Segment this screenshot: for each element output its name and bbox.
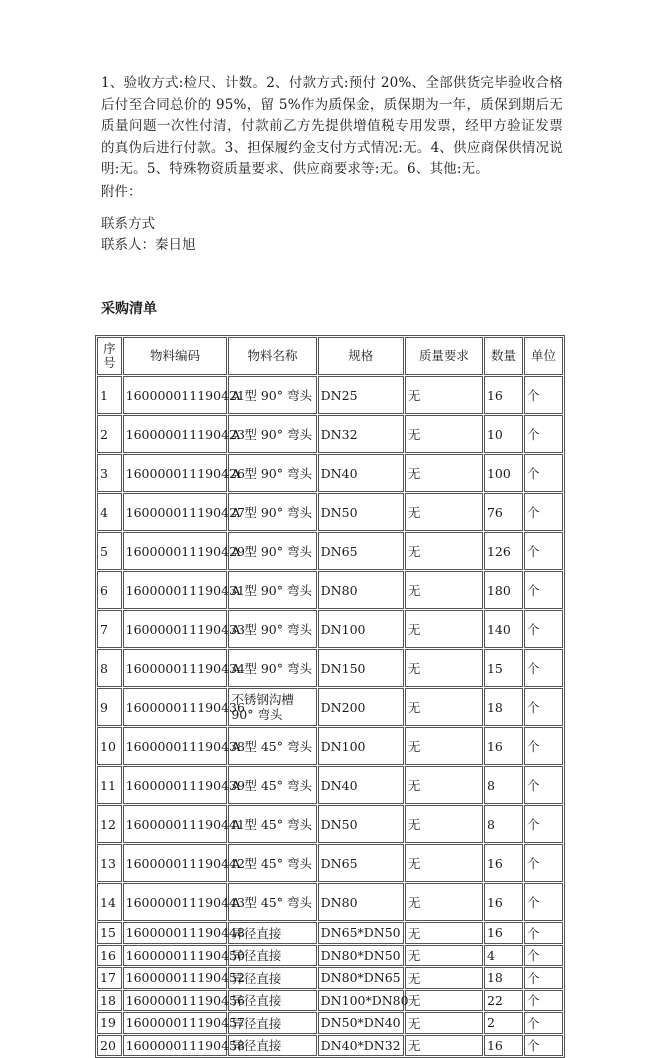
- cell-no: 14: [97, 883, 122, 921]
- table-row: [97, 688, 563, 726]
- cell-unit: 个: [524, 415, 563, 453]
- cell-unit: 个: [524, 945, 563, 967]
- cell-qty: 16: [484, 1035, 523, 1057]
- cell-quality: 无: [405, 688, 483, 726]
- cell-spec: DN80: [318, 883, 404, 921]
- table-header-row: [97, 337, 563, 375]
- cell-no: 18: [97, 990, 122, 1012]
- table-row: [97, 967, 563, 989]
- cell-name: A 型 90° 弯头: [228, 493, 316, 531]
- table-row: [97, 454, 563, 492]
- header-qty: 数量: [484, 337, 523, 375]
- cell-code: 160000011190439: [123, 766, 228, 804]
- cell-no: 20: [97, 1035, 122, 1057]
- cell-spec: DN80*DN50: [318, 945, 404, 967]
- cell-qty: 8: [484, 766, 523, 804]
- cell-quality: 无: [405, 532, 483, 570]
- procurement-table: [95, 335, 565, 1058]
- cell-quality: 无: [405, 945, 483, 967]
- header-spec: 规格: [318, 337, 404, 375]
- cell-no: 4: [97, 493, 122, 531]
- cell-no: 5: [97, 532, 122, 570]
- cell-quality: 无: [405, 454, 483, 492]
- cell-name: A 型 45° 弯头: [228, 766, 316, 804]
- cell-qty: 10: [484, 415, 523, 453]
- cell-no: 7: [97, 610, 122, 648]
- cell-spec: DN65*DN50: [318, 922, 404, 944]
- table-row: [97, 649, 563, 687]
- cell-no: 15: [97, 922, 122, 944]
- header-code: 物料编码: [123, 337, 228, 375]
- cell-quality: 无: [405, 649, 483, 687]
- cell-qty: 16: [484, 727, 523, 765]
- cell-quality: 无: [405, 883, 483, 921]
- cell-qty: 22: [484, 990, 523, 1012]
- header-unit: 单位: [524, 337, 563, 375]
- cell-quality: 无: [405, 571, 483, 609]
- cell-no: 17: [97, 967, 122, 989]
- cell-qty: 4: [484, 945, 523, 967]
- cell-quality: 无: [405, 766, 483, 804]
- cell-spec: DN50: [318, 493, 404, 531]
- cell-code: 160000011190450: [123, 945, 228, 967]
- cell-spec: DN50: [318, 805, 404, 843]
- cell-unit: 个: [524, 649, 563, 687]
- cell-unit: 个: [524, 805, 563, 843]
- cell-qty: 140: [484, 610, 523, 648]
- cell-code: 160000011190431: [123, 571, 228, 609]
- cell-unit: 个: [524, 688, 563, 726]
- cell-name: A 型 90° 弯头: [228, 571, 316, 609]
- cell-quality: 无: [405, 1012, 483, 1034]
- cell-unit: 个: [524, 571, 563, 609]
- table-row: [97, 571, 563, 609]
- table-row: [97, 1035, 563, 1057]
- cell-no: 9: [97, 688, 122, 726]
- cell-quality: 无: [405, 727, 483, 765]
- cell-unit: 个: [524, 883, 563, 921]
- cell-spec: DN100: [318, 727, 404, 765]
- contact-block: [101, 214, 196, 256]
- cell-name: A 型 90° 弯头: [228, 532, 316, 570]
- table-row: [97, 1012, 563, 1034]
- table-row: [97, 415, 563, 453]
- cell-unit: 个: [524, 766, 563, 804]
- cell-code: 160000011190448: [123, 922, 228, 944]
- cell-qty: 18: [484, 688, 523, 726]
- cell-quality: 无: [405, 967, 483, 989]
- attachment-label: 附件：: [101, 184, 142, 200]
- cell-spec: DN200: [318, 688, 404, 726]
- cell-no: 11: [97, 766, 122, 804]
- cell-spec: DN25: [318, 376, 404, 414]
- payment-terms-paragraph: 1、验收方式:检尺、计数。2、付款方式:预付 20%、全部供货完毕验收合格后付至合同总价的 95%，留 5%作为质保金，质保期为一年，质保到期后无质量问题一次性付清，付款前乙方先提供增值税专用发票，经甲方验证发票的真伪后进行付款。3、担保履约金支付方式情况:无。4、供应商保供情况说明:无。5、特殊物资质量要求、供应商要求等:无。6、其他:无。: [101, 75, 563, 177]
- table-row: [97, 493, 563, 531]
- cell-quality: 无: [405, 805, 483, 843]
- cell-name: 异径直接: [228, 1012, 316, 1034]
- cell-qty: 16: [484, 922, 523, 944]
- cell-code: 160000011190442: [123, 844, 228, 882]
- table-row: [97, 532, 563, 570]
- cell-code: 160000011190421: [123, 376, 228, 414]
- contact-heading: 联系方式: [101, 216, 155, 232]
- cell-no: 1: [97, 376, 122, 414]
- cell-no: 10: [97, 727, 122, 765]
- header-quality: 质量要求: [405, 337, 483, 375]
- cell-code: 160000011190427: [123, 493, 228, 531]
- cell-qty: 100: [484, 454, 523, 492]
- cell-no: 13: [97, 844, 122, 882]
- cell-qty: 16: [484, 883, 523, 921]
- cell-unit: 个: [524, 376, 563, 414]
- cell-qty: 16: [484, 376, 523, 414]
- cell-code: 160000011190426: [123, 454, 228, 492]
- cell-spec: DN150: [318, 649, 404, 687]
- cell-name: A 型 45° 弯头: [228, 805, 316, 843]
- contact-person: 联系人：秦日旭: [101, 237, 196, 253]
- cell-quality: 无: [405, 1035, 483, 1057]
- cell-code: 160000011190456: [123, 990, 228, 1012]
- table-row: [97, 990, 563, 1012]
- cell-qty: 2: [484, 1012, 523, 1034]
- cell-name: 异径直接: [228, 922, 316, 944]
- cell-name: A 型 90° 弯头: [228, 649, 316, 687]
- cell-spec: DN100*DN80: [318, 990, 404, 1012]
- table-row: [97, 766, 563, 804]
- cell-code: 160000011190441: [123, 805, 228, 843]
- cell-code: 160000011190423: [123, 415, 228, 453]
- cell-name: 异径直接: [228, 945, 316, 967]
- cell-unit: 个: [524, 922, 563, 944]
- table-row: [97, 805, 563, 843]
- cell-name: 异径直接: [228, 967, 316, 989]
- cell-name: 异径直接: [228, 1035, 316, 1057]
- cell-name: 不锈钢沟槽 90° 弯头: [228, 688, 316, 726]
- cell-code: 160000011190452: [123, 967, 228, 989]
- cell-qty: 15: [484, 649, 523, 687]
- cell-unit: 个: [524, 610, 563, 648]
- cell-qty: 76: [484, 493, 523, 531]
- cell-unit: 个: [524, 1035, 563, 1057]
- cell-qty: 18: [484, 967, 523, 989]
- cell-unit: 个: [524, 990, 563, 1012]
- cell-unit: 个: [524, 727, 563, 765]
- procurement-list-title: 采购清单: [101, 301, 157, 317]
- header-name: 物料名称: [228, 337, 316, 375]
- cell-code: 160000011190458: [123, 1035, 228, 1057]
- cell-name: A 型 90° 弯头: [228, 610, 316, 648]
- cell-quality: 无: [405, 493, 483, 531]
- cell-qty: 180: [484, 571, 523, 609]
- cell-code: 160000011190443: [123, 883, 228, 921]
- header-no: 序号: [97, 337, 122, 375]
- cell-no: 3: [97, 454, 122, 492]
- cell-unit: 个: [524, 967, 563, 989]
- cell-no: 12: [97, 805, 122, 843]
- table-row: [97, 727, 563, 765]
- cell-qty: 16: [484, 844, 523, 882]
- cell-no: 2: [97, 415, 122, 453]
- cell-quality: 无: [405, 844, 483, 882]
- table-row: [97, 844, 563, 882]
- cell-spec: DN100: [318, 610, 404, 648]
- cell-code: 160000011190436: [123, 688, 228, 726]
- cell-qty: 8: [484, 805, 523, 843]
- cell-spec: DN50*DN40: [318, 1012, 404, 1034]
- table-row: [97, 610, 563, 648]
- table-row: [97, 376, 563, 414]
- cell-code: 160000011190457: [123, 1012, 228, 1034]
- cell-name: 异径直接: [228, 990, 316, 1012]
- cell-name: A 型 90° 弯头: [228, 376, 316, 414]
- cell-quality: 无: [405, 922, 483, 944]
- cell-unit: 个: [524, 1012, 563, 1034]
- cell-unit: 个: [524, 532, 563, 570]
- cell-name: A 型 45° 弯头: [228, 727, 316, 765]
- cell-spec: DN65: [318, 844, 404, 882]
- cell-name: A 型 45° 弯头: [228, 844, 316, 882]
- cell-spec: DN40: [318, 454, 404, 492]
- cell-spec: DN40: [318, 766, 404, 804]
- cell-spec: DN80*DN65: [318, 967, 404, 989]
- cell-quality: 无: [405, 610, 483, 648]
- cell-no: 16: [97, 945, 122, 967]
- cell-qty: 126: [484, 532, 523, 570]
- cell-spec: DN32: [318, 415, 404, 453]
- cell-code: 160000011190438: [123, 727, 228, 765]
- cell-no: 19: [97, 1012, 122, 1034]
- cell-code: 160000011190429: [123, 532, 228, 570]
- cell-unit: 个: [524, 844, 563, 882]
- cell-code: 160000011190433: [123, 610, 228, 648]
- cell-no: 6: [97, 571, 122, 609]
- table-body: [97, 376, 563, 1056]
- cell-spec: DN80: [318, 571, 404, 609]
- cell-no: 8: [97, 649, 122, 687]
- cell-name: A 型 45° 弯头: [228, 883, 316, 921]
- cell-code: 160000011190434: [123, 649, 228, 687]
- table-row: [97, 922, 563, 944]
- table-row: [97, 883, 563, 921]
- cell-quality: 无: [405, 415, 483, 453]
- table-row: [97, 945, 563, 967]
- cell-unit: 个: [524, 454, 563, 492]
- cell-quality: 无: [405, 990, 483, 1012]
- cell-name: A 型 90° 弯头: [228, 454, 316, 492]
- cell-name: A 型 90° 弯头: [228, 415, 316, 453]
- cell-unit: 个: [524, 493, 563, 531]
- cell-spec: DN65: [318, 532, 404, 570]
- cell-spec: DN40*DN32: [318, 1035, 404, 1057]
- cell-quality: 无: [405, 376, 483, 414]
